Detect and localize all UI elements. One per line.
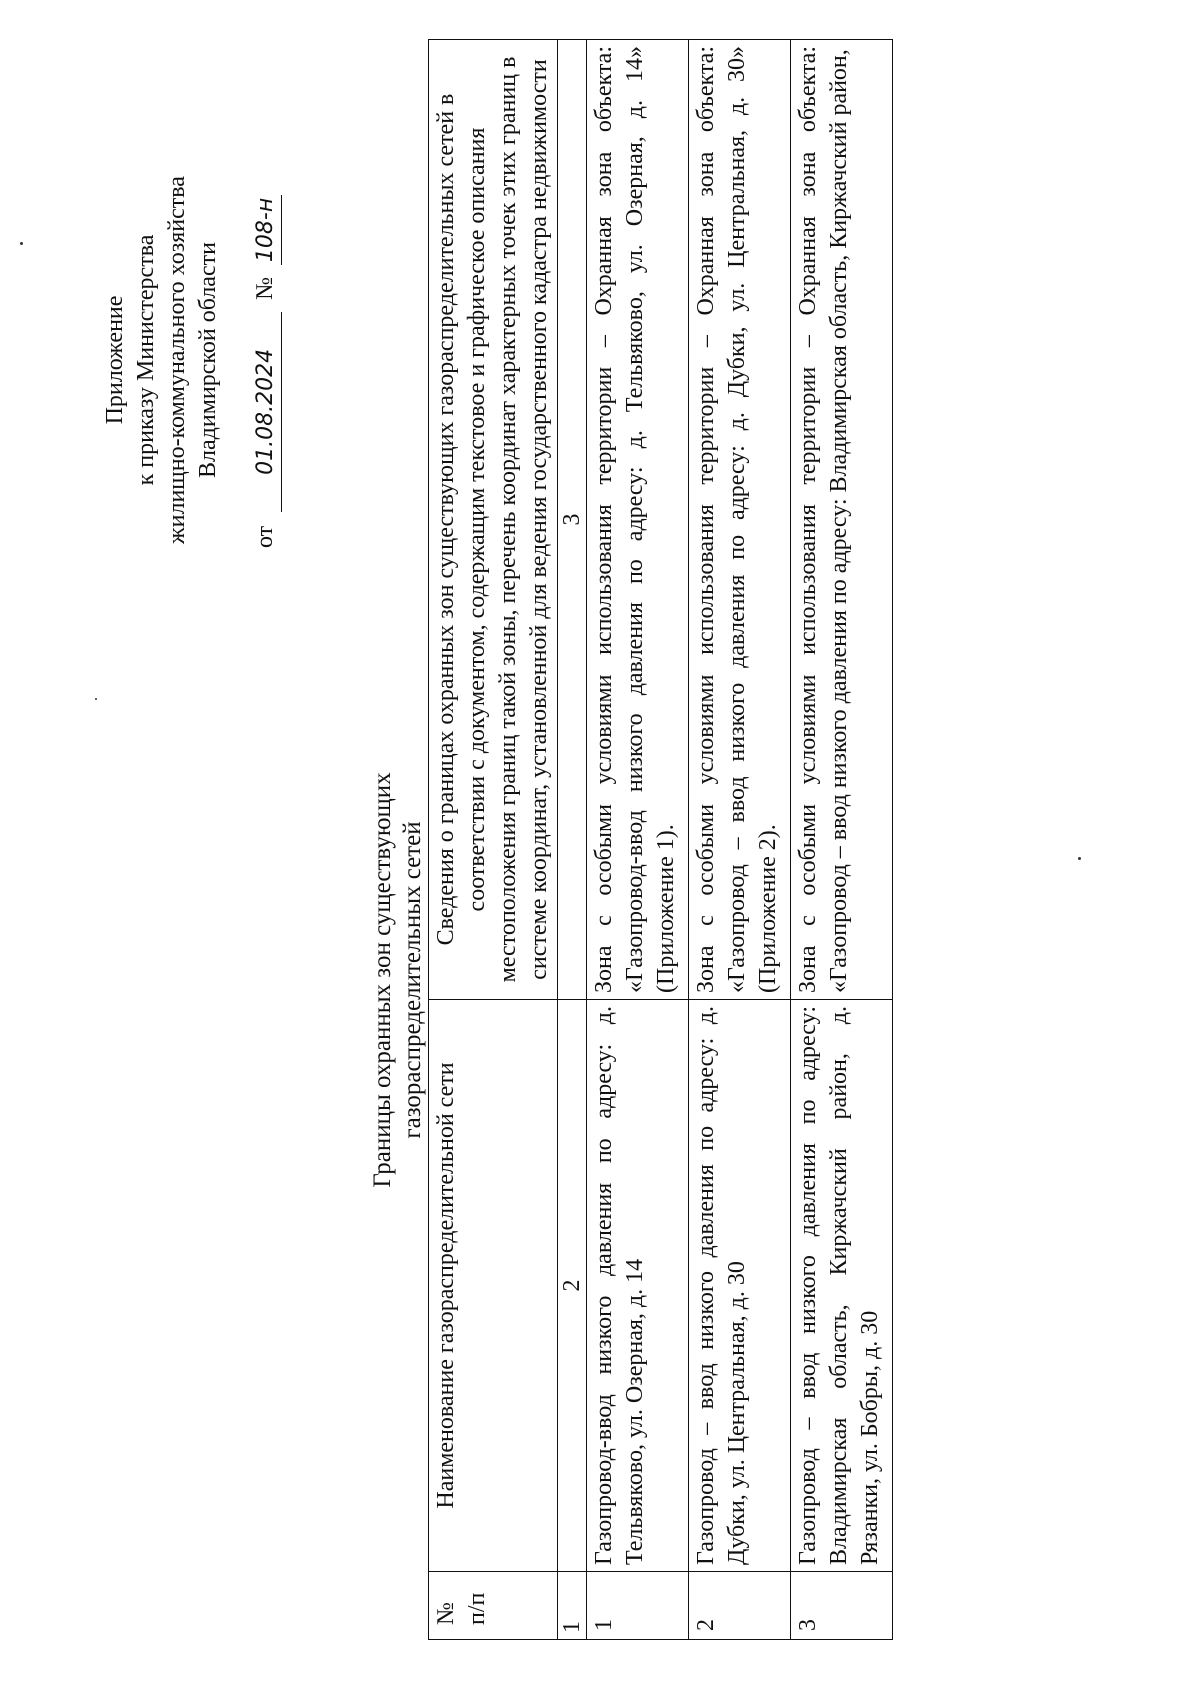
date-prefix: от (252, 525, 278, 548)
approval-line-4: Владимирской области (195, 242, 221, 478)
scan-speck (20, 242, 23, 245)
scan-speck (1078, 857, 1081, 860)
table-row (791, 40, 893, 1640)
column-index: 1 (558, 1572, 587, 1640)
document-title (368, 700, 428, 1260)
approval-block (100, 150, 282, 570)
zone-info: Зона с особыми условиями использования территории – Охранная зона объекта: «Газопровод-ввод низкого давления по адресу: д. Тельвяково, ул. Озерная, д. 14» (Приложение 1). (587, 40, 689, 1000)
order-reference (250, 150, 282, 570)
table-row (587, 40, 689, 1640)
network-name: Газопровод-ввод низкого давления по адресу: д. Тельвяково, ул. Озерная, д. 14 (587, 1000, 689, 1572)
scan-speck (95, 698, 97, 700)
row-number: 2 (689, 1572, 791, 1640)
column-index: 2 (558, 1000, 587, 1572)
header-info: Сведения о границах охранных зон существующих газораспределительных сетей в соответствии с документом, содержащим текстовое и графическое описания местоположения границ такой зоны, перечень координат характерных точек этих границ в системе координат, установленной для ведения государственного кадастра недвижимости (429, 40, 558, 1000)
row-number: 1 (587, 1572, 689, 1640)
network-name: Газопровод – ввод низкого давления по адресу: д. Дубки, ул. Центральная, д. 30 (689, 1000, 791, 1572)
column-index-row (558, 40, 587, 1640)
title-line-2: газораспределительных сетей (399, 821, 426, 1139)
table-row (689, 40, 791, 1640)
header-num: № п/п (429, 1572, 558, 1640)
approval-line-3: жилищно-коммунального хозяйства (164, 176, 190, 544)
order-date: 01.08.2024 (250, 312, 282, 512)
approval-line-1: Приложение (102, 295, 128, 425)
zone-info: Зона с особыми условиями использования территории – Охранная зона объекта: «Газопровод – ввод низкого давления по адресу: Владимирская область, Киржачский район, (791, 40, 893, 1000)
column-index: 3 (558, 40, 587, 1000)
network-name: Газопровод – ввод низкого давления по адресу: Владимирская область, Киржачский район, д. Рязанки, ул. Бобры, д. 30 (791, 1000, 893, 1572)
number-label: № (252, 276, 278, 300)
row-number: 3 (791, 1572, 893, 1640)
zone-info: Зона с особыми условиями использования территории – Охранная зона объекта: «Газопровод – ввод низкого давления по адресу: д. Дубки, ул. Центральная, д. 30» (Приложение 2). (689, 40, 791, 1000)
title-line-1: Границы охранных зон существующих (369, 772, 396, 1188)
header-name: Наименование газораспределительной сети (429, 1000, 558, 1572)
table-header-row (429, 40, 558, 1640)
order-number: 108-н (250, 195, 282, 265)
zones-table (428, 39, 893, 1640)
approval-line-2: к приказу Министерства (133, 234, 159, 486)
